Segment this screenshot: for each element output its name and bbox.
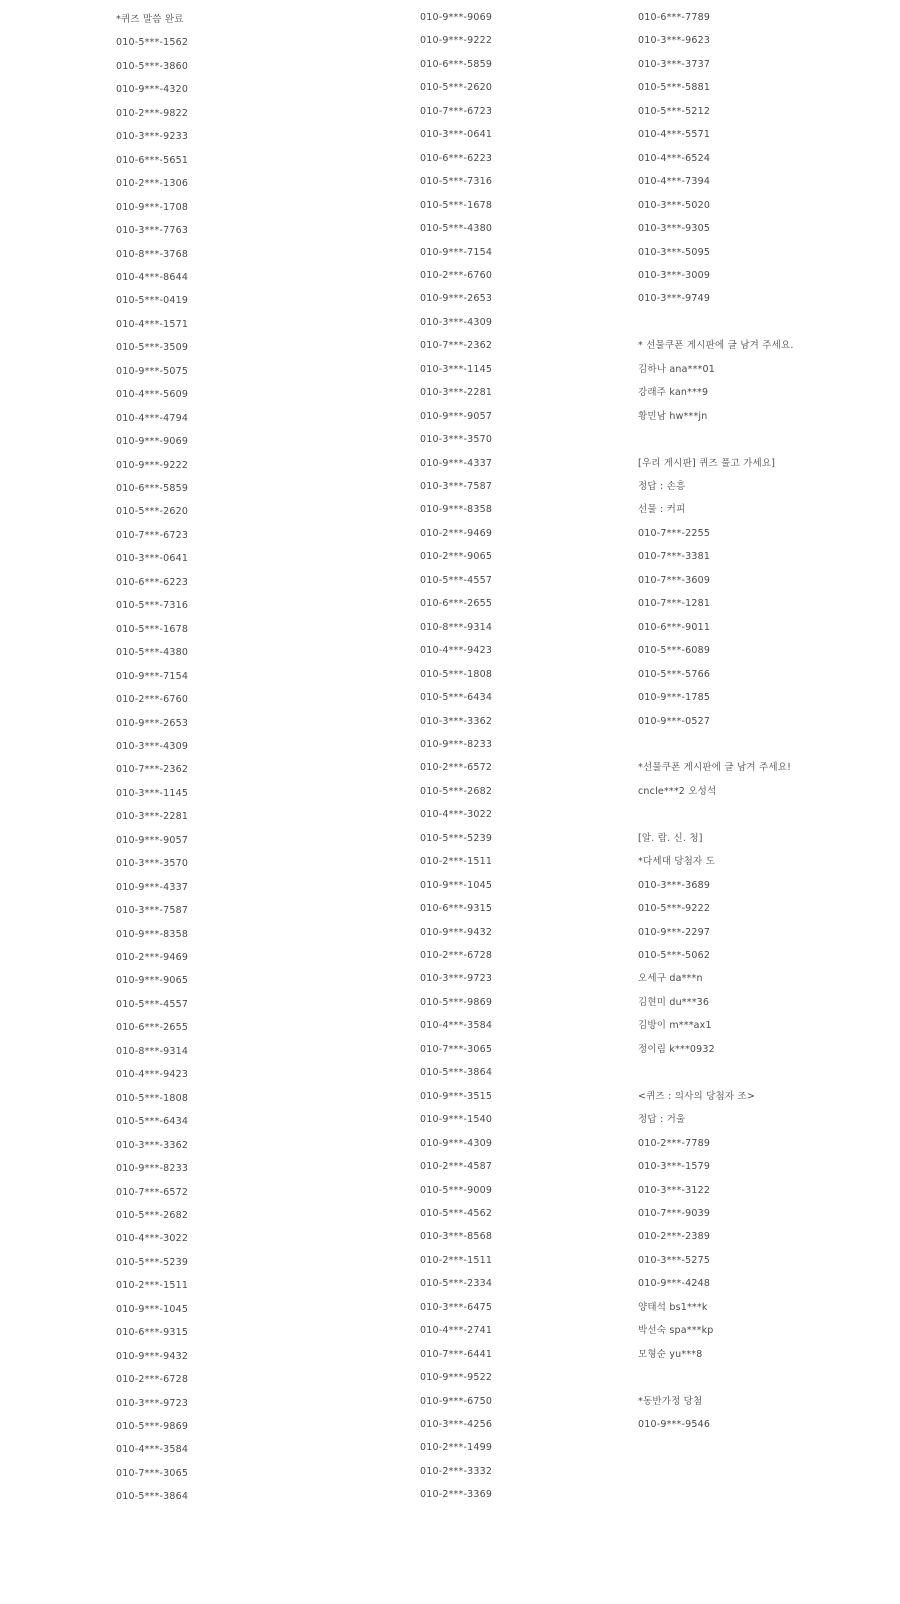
list-item: 황민남 hw***jn [638,410,708,422]
list-item: 010-9***-6750 [420,1395,493,1407]
list-item: 010-4***-5571 [638,129,711,141]
list-item: 010-9***-1785 [638,692,711,704]
list-item: [우리 게시판] 퀴즈 풀고 가세요] [638,457,776,469]
list-item: 010-6***-6223 [116,576,189,588]
list-item: 010-9***-2297 [638,926,711,938]
list-item: 010-9***-4309 [420,1137,493,1149]
list-item: 010-2***-6728 [420,950,493,961]
list-item: *선물쿠폰 게시판에 글 남겨 주세요! [638,762,792,774]
list-item: 박선숙 spa***kp [638,1325,714,1337]
list-item: 010-3***-2281 [116,811,189,823]
list-item: 010-5***-4562 [420,1207,493,1219]
list-item: 010-5***-5239 [116,1256,189,1268]
list-item: 010-5***-2620 [116,506,189,518]
list-item: 010-5***-5062 [638,950,711,961]
list-item: 010-7***-6441 [420,1348,493,1360]
list-item: 010-3***-8568 [420,1231,493,1243]
list-item: 010-3***-6475 [420,1301,493,1313]
list-item: 010-6***-2655 [420,598,493,610]
list-item: 010-3***-7587 [420,481,493,492]
list-item: 010-5***-2334 [420,1278,493,1290]
list-item: 010-2***-1511 [420,1254,493,1266]
list-item: 010-5***-9869 [116,1421,189,1432]
list-item: 010-5***-5212 [638,105,711,117]
list-item: 010-4***-1571 [116,318,189,330]
list-item: 정이림 k***0932 [638,1043,715,1055]
list-item: 010-9***-9222 [420,35,493,47]
list-item: 010-3***-5275 [638,1254,711,1266]
list-item: 010-9***-9222 [116,459,189,471]
list-item: 010-2***-6760 [116,694,189,706]
list-item: 010-5***-6434 [116,1116,189,1128]
list-item: 010-9***-7154 [420,246,493,258]
list-item: 010-5***-6089 [638,645,711,657]
list-item: 010-3***-5095 [638,246,711,258]
list-item: 010-3***-3570 [116,858,189,870]
list-item: 010-4***-3022 [116,1233,189,1245]
list-item: 010-9***-7154 [116,670,189,682]
list-item: 010-3***-7763 [116,225,189,237]
list-item: 010-5***-1678 [420,199,493,211]
list-item: 010-6***-5859 [116,483,189,494]
list-item: 010-7***-2362 [420,340,493,352]
list-item: 010-9***-2653 [116,717,189,729]
list-item: 010-4***-6524 [638,152,711,164]
list-item: 010-6***-5651 [116,154,189,166]
list-item: 정답 : 거울 [638,1114,686,1126]
list-item: 010-3***-3362 [420,715,493,727]
list-item: 010-9***-4337 [116,881,189,893]
list-item: 010-7***-6572 [116,1186,189,1198]
list-item: 010-5***-3864 [420,1067,493,1079]
list-item: 010-5***-1562 [116,37,189,49]
list-item: 010-3***-3122 [638,1184,711,1196]
list-item: 010-5***-3864 [116,1491,189,1503]
list-item: 양태석 bs1***k [638,1301,708,1313]
list-item: 010-9***-3515 [420,1090,493,1102]
list-item: 선물 : 커피 [638,504,686,516]
list-item: 010-6***-9315 [420,903,493,915]
list-item: 김하나 ana***01 [638,363,715,375]
list-item: 010-3***-7587 [116,905,189,917]
list-item: 010-6***-7789 [638,12,711,23]
list-item: 010-5***-2620 [420,82,493,94]
list-item: 010-2***-2389 [638,1231,711,1243]
list-item: 010-3***-9723 [116,1397,189,1409]
list-item: 010-5***-5881 [638,82,711,94]
list-item: 010-4***-5609 [116,389,189,401]
list-item: 010-4***-3584 [116,1444,189,1456]
list-item: 010-2***-9469 [420,527,493,539]
list-item: 010-5***-5239 [420,832,493,844]
list-item: 010-9***-8358 [116,928,189,940]
list-item: 010-2***-9469 [116,952,189,963]
list-item: 010-5***-5766 [638,668,711,680]
list-item: 010-7***-3609 [638,574,711,586]
list-item: 010-2***-3369 [420,1489,493,1501]
list-item: 오세구 da***n [638,973,703,985]
list-item: 010-5***-7316 [420,176,493,188]
list-item: 010-9***-8358 [420,504,493,516]
list-item: 010-9***-4337 [420,457,493,469]
list-item: 010-7***-1281 [638,598,711,610]
list-item: 010-9***-4320 [116,84,189,96]
list-item: 010-5***-1808 [116,1092,189,1104]
list-item: 010-9***-9069 [420,12,493,23]
list-item: 010-3***-9623 [638,35,711,47]
list-item: 010-5***-9869 [420,996,493,1008]
list-item: 010-2***-6572 [420,762,493,774]
list-item: 010-4***-8644 [116,271,189,283]
list-item: 010-5***-3509 [116,342,189,354]
list-item: 010-7***-3065 [116,1467,189,1479]
list-item: 010-9***-8233 [116,1163,189,1175]
list-item: 010-3***-1145 [116,787,189,799]
list-item: 010-5***-6434 [420,692,493,704]
list-item: 010-2***-1511 [116,1280,189,1292]
list-item: * 선물쿠폰 게시판에 글 남겨 주세요. [638,340,794,352]
list-item: 010-7***-3381 [638,551,711,563]
list-item: 010-9***-9432 [420,926,493,938]
list-item: 010-5***-2682 [420,785,493,797]
list-item: 010-9***-9057 [420,410,493,422]
list-item: 010-3***-9305 [638,223,711,235]
list-item: 010-3***-9749 [638,293,711,305]
list-item: 010-4***-2741 [420,1325,493,1337]
list-item: 010-7***-9039 [638,1207,711,1219]
list-item: 010-6***-5859 [420,58,493,70]
list-item: 010-2***-6728 [116,1374,189,1386]
list-item: <퀴즈 : 의사의 당첨자 조> [638,1090,755,1102]
list-item: 010-2***-7789 [638,1137,711,1149]
list-item: 010-9***-1708 [116,201,189,213]
list-item: 010-9***-9432 [116,1350,189,1362]
list-item: 010-4***-3584 [420,1020,493,1032]
list-item: 010-9***-5075 [116,365,189,377]
list-item: 010-2***-6760 [420,269,493,281]
list-item: 010-6***-6223 [420,152,493,164]
list-item: 010-3***-3570 [420,434,493,446]
list-item: 010-3***-2281 [420,387,493,399]
list-item: 010-7***-3065 [420,1043,493,1055]
list-item: 010-5***-3860 [116,60,189,72]
list-item: 010-9***-1045 [420,879,493,891]
list-item: 010-5***-9222 [638,903,711,915]
list-item: [알. 람. 신. 청] [638,832,703,844]
list-item: 010-5***-0419 [116,295,189,307]
list-item: 010-8***-9314 [116,1045,189,1057]
list-item: 010-5***-4557 [116,998,189,1010]
list-item: 010-4***-4794 [116,412,189,424]
list-item: *퀴즈 말씀 완료 [116,14,184,25]
list-item: 강래주 kan***9 [638,387,709,399]
list-item: 010-2***-3332 [420,1465,493,1477]
list-item: 010-7***-6723 [420,105,493,117]
list-item: 010-5***-4380 [116,647,189,659]
list-item: 010-7***-2255 [638,527,711,539]
list-item: 010-2***-1499 [420,1442,493,1454]
list-item: 010-3***-9233 [116,131,189,143]
list-item: 010-6***-9315 [116,1327,189,1339]
list-item: 010-9***-2653 [420,293,493,305]
list-item: 010-4***-3022 [420,809,493,821]
list-item: cncle***2 오성석 [638,785,717,797]
list-item: 010-9***-9546 [638,1419,711,1430]
list-item: 010-5***-1678 [116,623,189,635]
list-item: 010-5***-9009 [420,1184,493,1196]
list-item: 010-5***-1808 [420,668,493,680]
list-item: 김방이 m***ax1 [638,1020,712,1032]
list-item: 010-6***-9011 [638,621,711,633]
list-item: 010-9***-1540 [420,1114,493,1126]
list-item: 010-3***-9723 [420,973,493,985]
list-item: 010-9***-1045 [116,1303,189,1315]
list-item: 010-2***-9065 [420,551,493,563]
list-item: 010-3***-1579 [638,1161,711,1173]
list-item: 010-3***-3009 [638,269,711,281]
list-item: 010-8***-9314 [420,621,493,633]
list-item: 김현미 du***36 [638,996,710,1008]
list-item: 010-7***-6723 [116,529,189,541]
list-item: 정답 : 손흥 [638,481,686,492]
list-item: 010-5***-2682 [116,1209,189,1221]
list-item: 010-3***-4309 [116,740,189,752]
list-item: 010-3***-4256 [420,1419,493,1430]
list-item: 010-5***-4380 [420,223,493,235]
list-item: 010-6***-2655 [116,1022,189,1034]
list-item: *동반가정 당첨 [638,1395,703,1407]
list-item: 010-9***-4248 [638,1278,711,1290]
list-item: 010-9***-9065 [116,975,189,987]
list-item: 010-2***-1306 [116,178,189,190]
list-item: 010-4***-9423 [420,645,493,657]
list-item: 010-9***-9057 [116,834,189,846]
list-item: 010-3***-3362 [116,1139,189,1151]
list-item: 010-5***-7316 [116,600,189,612]
list-item: 010-3***-3689 [638,879,711,891]
list-item: 010-4***-7394 [638,176,711,188]
list-item: 010-3***-5020 [638,199,711,211]
list-item: 010-5***-4557 [420,574,493,586]
list-item: 010-7***-2362 [116,764,189,776]
list-item: 010-3***-3737 [638,58,711,70]
list-item: 010-9***-9522 [420,1372,493,1384]
list-item: 010-2***-1511 [420,856,493,868]
list-item: 010-3***-1145 [420,363,493,375]
list-item: 010-9***-9069 [116,436,189,448]
list-item: 010-8***-3768 [116,248,189,260]
list-item: 010-4***-9423 [116,1069,189,1081]
list-item: 모형순 yu***8 [638,1348,703,1360]
list-item: 010-3***-0641 [420,129,493,141]
list-item: 010-9***-0527 [638,715,711,727]
list-item: 010-2***-9822 [116,107,189,119]
list-item: 010-3***-4309 [420,316,493,328]
list-item: 010-2***-4587 [420,1161,493,1173]
list-item: 010-3***-0641 [116,553,189,565]
list-item: *다세대 당첨자 도 [638,856,716,868]
list-item: 010-9***-8233 [420,738,493,750]
